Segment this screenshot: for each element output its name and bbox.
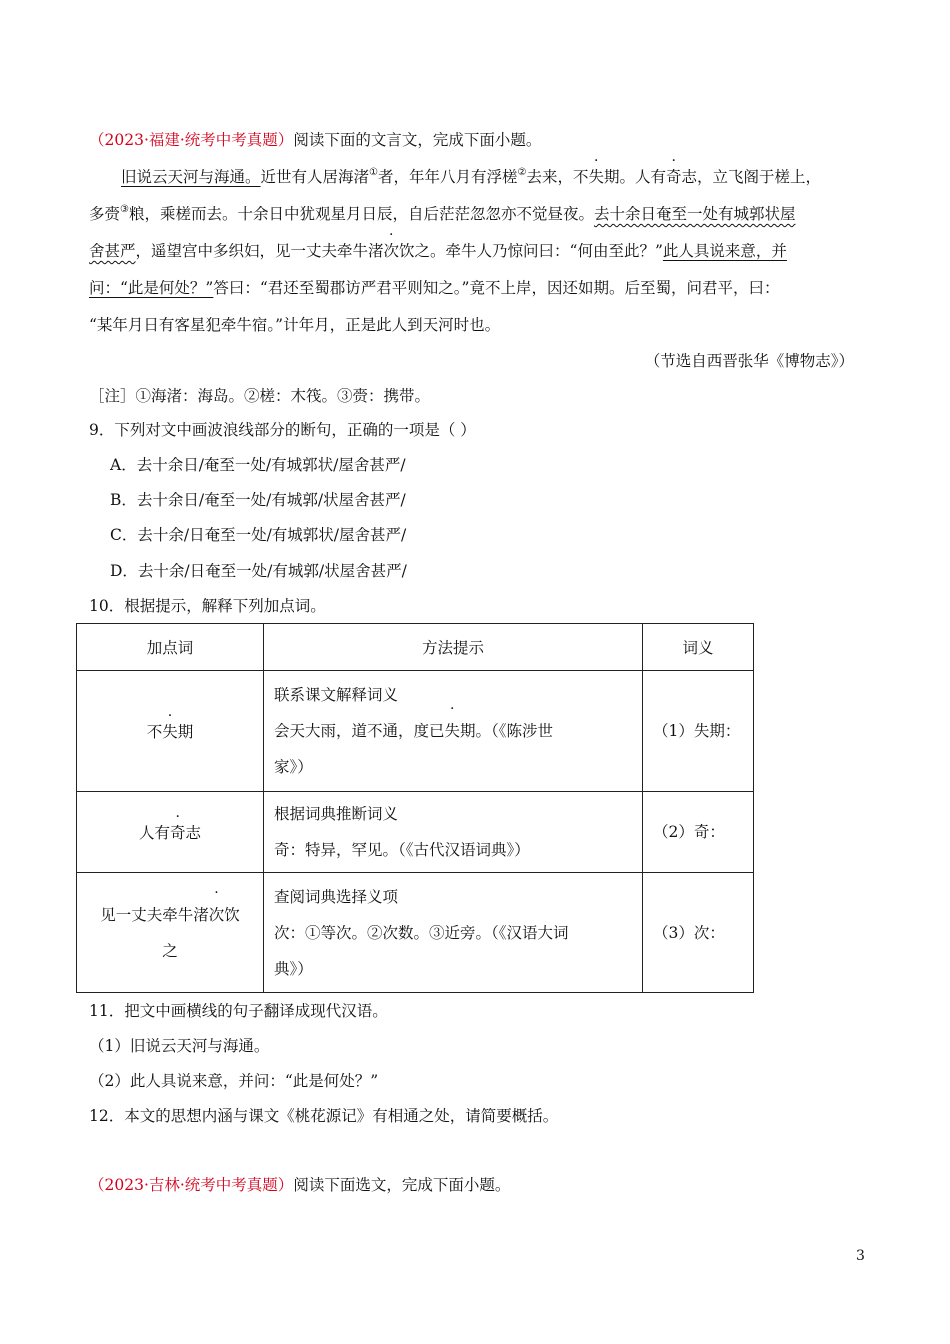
meaning-cell[interactable] bbox=[643, 671, 754, 792]
word-text: 人有 bbox=[138, 824, 170, 842]
dotted-word: 失 bbox=[588, 168, 605, 186]
passage-text: 饮之。牵牛人乃惊问曰：“何由至此？” bbox=[399, 242, 663, 260]
question-9-stem: 9．下列对文中画波浪线部分的断句，正确的一项是（ ） bbox=[89, 421, 476, 439]
passage-text: 期。人有 bbox=[604, 168, 667, 186]
meaning-cell[interactable] bbox=[643, 792, 754, 873]
word-cell bbox=[77, 671, 264, 792]
word-text: 志 bbox=[185, 824, 202, 842]
table-header-row bbox=[77, 624, 754, 671]
footnote-marker: ② bbox=[517, 167, 527, 178]
option-a[interactable]: A．去十余日/奄至一处/有城郭状/屋舍甚严/ bbox=[110, 456, 406, 474]
hint-text: 典》） bbox=[274, 959, 313, 978]
word-cell bbox=[77, 792, 264, 873]
hint-method: 查阅词典选择义项 bbox=[274, 887, 399, 906]
question-header-2 bbox=[89, 1173, 510, 1195]
meaning-label: （1）失期： bbox=[653, 722, 741, 740]
page-number: 3 bbox=[856, 1248, 865, 1264]
annotation-note: ［注］①海渚：海岛。②槎：木筏。③赍：携带。 bbox=[89, 387, 431, 405]
hint-text: 奇：特异，罕见。（《古代汉语词典》） bbox=[274, 841, 530, 859]
instruction: 阅读下面的文言文，完成下面小题。 bbox=[293, 131, 542, 149]
passage-line-1 bbox=[121, 165, 821, 187]
word-text: 见一丈夫牵牛渚 bbox=[100, 905, 209, 924]
word-text: 期 bbox=[177, 723, 194, 741]
passage-text: 多赍 bbox=[89, 205, 121, 223]
hint-text: 次：①等次。②次数。③近旁。（《汉语大词 bbox=[274, 923, 569, 942]
header-cell: 词义 bbox=[643, 624, 754, 671]
option-d[interactable]: D．去十余/日奄至一处/有城郭/状屋舍甚严/ bbox=[110, 562, 407, 580]
question-header bbox=[89, 128, 541, 150]
header-cell: 方法提示 bbox=[264, 624, 643, 671]
passage-line-2 bbox=[89, 202, 796, 224]
hint-cell bbox=[264, 671, 643, 792]
question-12-stem: 12．本文的思想内涵与课文《桃花源记》有相通之处，请简要概括。 bbox=[89, 1107, 559, 1125]
dotted-word: 失 bbox=[444, 722, 461, 740]
hint-cell bbox=[264, 792, 643, 873]
table-row bbox=[77, 873, 754, 993]
meaning-label: （2）奇： bbox=[653, 823, 725, 841]
meaning-label: （3）次： bbox=[653, 923, 725, 942]
table-row bbox=[77, 792, 754, 873]
source-tag: （2023·福建·统考中考真题） bbox=[89, 131, 294, 149]
source-tag: （2023·吉林·统考中考真题） bbox=[89, 1176, 294, 1194]
word-cell bbox=[77, 873, 264, 993]
passage-line-4 bbox=[89, 276, 779, 298]
dotted-word: 失 bbox=[162, 723, 178, 741]
footnote-marker: ① bbox=[369, 167, 378, 178]
underlined-sentence-1: 旧说云天河与海通。 bbox=[121, 168, 261, 186]
hint-example bbox=[274, 713, 632, 749]
dotted-word: 次 bbox=[208, 905, 225, 924]
hint-method: 联系课文解释词义 bbox=[274, 686, 399, 704]
passage-source: （节选自西晋张华《博物志》） bbox=[644, 352, 854, 370]
option-b[interactable]: B．去十余日/奄至一处/有城郭/状屋舍甚严/ bbox=[110, 491, 406, 509]
header-cell: 加点词 bbox=[77, 624, 264, 671]
word-text: 之 bbox=[162, 941, 178, 960]
word-text: 不 bbox=[146, 723, 163, 741]
hint-method: 根据词典推断词义 bbox=[274, 805, 399, 823]
passage-text: 去来，不 bbox=[526, 168, 589, 186]
passage-text: 近世有人居海渚 bbox=[260, 168, 370, 186]
question-11-stem: 11．把文中画横线的句子翻译成现代汉语。 bbox=[89, 1002, 388, 1020]
dotted-word: 奇 bbox=[169, 824, 186, 842]
passage-text: 答曰：“君还至蜀郡访严君平则知之。”竟不上岸，因还如期。后至蜀，问君平，曰： bbox=[213, 279, 780, 297]
passage-text: 粮，乘槎而去。十余日中犹观星月日辰，自后茫茫忽忽亦不觉昼夜。 bbox=[128, 205, 594, 223]
table-row bbox=[77, 671, 754, 792]
dotted-word: 次 bbox=[383, 242, 400, 260]
passage-text: 者，年年八月有浮槎 bbox=[378, 168, 518, 186]
question-11-sub-2: （2）此人具说来意，并问：“此是何处？” bbox=[89, 1072, 379, 1090]
vocab-table bbox=[76, 623, 754, 993]
passage-line-5: “某年月日有客星犯牵牛宿。”计年月，正是此人到天河时也。 bbox=[89, 316, 501, 334]
passage-text: ，遥望宫中多织妇，见一丈夫牵牛渚 bbox=[135, 242, 384, 260]
hint-text: 会天大雨，道不通，度已 bbox=[274, 722, 445, 740]
hint-text: 期。（《陈涉世 bbox=[460, 722, 554, 740]
question-10-stem: 10．根据提示，解释下列加点词。 bbox=[89, 597, 326, 615]
hint-text: 家》） bbox=[274, 758, 313, 776]
passage-text: 志，立飞阁于槎上， bbox=[681, 168, 822, 186]
wavy-underline-text: 去十余日奄至一处有城郭状屋 bbox=[594, 205, 796, 223]
hint-cell bbox=[264, 873, 643, 993]
instruction: 阅读下面选文，完成下面小题。 bbox=[293, 1176, 511, 1194]
wavy-underline-text: 舍甚严 bbox=[89, 242, 136, 260]
underlined-sentence-2: 此人具说来意，并 bbox=[662, 242, 787, 260]
dotted-word: 奇 bbox=[666, 168, 682, 186]
option-c[interactable]: C．去十余/日奄至一处/有城郭状/屋舍甚严/ bbox=[110, 526, 407, 544]
word-text: 饮 bbox=[224, 905, 240, 924]
meaning-cell[interactable] bbox=[643, 873, 754, 993]
footnote-marker: ③ bbox=[120, 204, 129, 215]
underlined-sentence-2: 问：“此是何处？” bbox=[89, 279, 214, 297]
passage-line-3 bbox=[89, 239, 787, 261]
question-11-sub-1: （1）旧说云天河与海通。 bbox=[89, 1037, 270, 1055]
